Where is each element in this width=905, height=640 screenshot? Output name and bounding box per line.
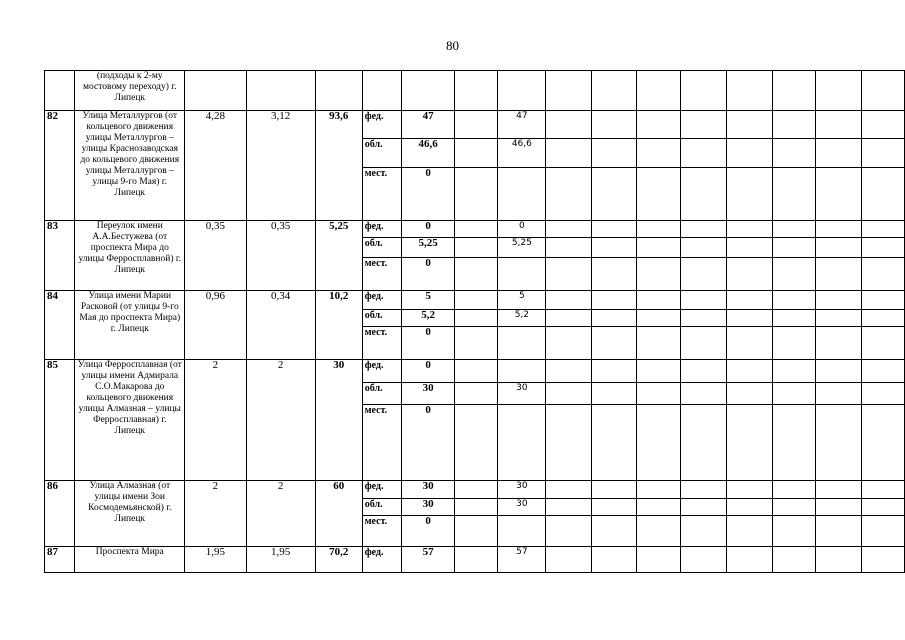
empty-cell xyxy=(591,405,636,481)
empty-cell xyxy=(681,547,726,573)
budget-level: фед. xyxy=(362,547,401,573)
length-value: 2 xyxy=(185,360,246,481)
empty-cell xyxy=(726,291,772,310)
budget-amount: 0 xyxy=(402,360,455,383)
empty-cell xyxy=(681,383,726,405)
empty-cell xyxy=(681,405,726,481)
length-value-2: 0,35 xyxy=(246,221,315,291)
empty-cell xyxy=(681,111,726,139)
empty-cell xyxy=(816,139,861,168)
empty-cell xyxy=(591,238,636,258)
empty-cell xyxy=(546,383,591,405)
empty-cell xyxy=(726,111,772,139)
empty-cell xyxy=(681,221,726,238)
empty-cell xyxy=(861,481,905,499)
empty-cell xyxy=(772,310,815,327)
table-row xyxy=(45,111,905,139)
empty-cell xyxy=(454,221,497,238)
row-number: 85 xyxy=(45,360,75,481)
empty-cell xyxy=(454,405,497,481)
road-financing-table xyxy=(44,70,905,573)
empty-cell xyxy=(861,360,905,383)
table-row xyxy=(45,221,905,238)
empty-cell xyxy=(636,291,680,310)
budget-level: обл. xyxy=(362,139,401,168)
budget-level: обл. xyxy=(362,499,401,516)
length-value xyxy=(185,71,246,111)
road-name: Улица Ферросплавная (от улицы имени Адмирала С.О.Макарова до кольцевого движения улицы Алмазная – улицы Ферросплавная) г. Липецк xyxy=(75,360,185,481)
empty-cell xyxy=(861,499,905,516)
length-value: 0,96 xyxy=(185,291,246,360)
empty-cell xyxy=(726,499,772,516)
empty-cell xyxy=(816,221,861,238)
budget-amount-2 xyxy=(498,405,546,481)
empty-cell xyxy=(816,258,861,291)
empty-cell xyxy=(546,71,591,111)
budget-level: фед. xyxy=(362,291,401,310)
empty-cell xyxy=(454,111,497,139)
row-number: 84 xyxy=(45,291,75,360)
empty-cell xyxy=(454,547,497,573)
empty-cell xyxy=(636,310,680,327)
empty-cell xyxy=(772,360,815,383)
empty-cell xyxy=(546,547,591,573)
empty-cell xyxy=(816,238,861,258)
empty-cell xyxy=(861,238,905,258)
empty-cell xyxy=(681,360,726,383)
budget-level: мест. xyxy=(362,516,401,547)
empty-cell xyxy=(591,71,636,111)
budget-amount-2: 30 xyxy=(498,383,546,405)
empty-cell xyxy=(636,481,680,499)
empty-cell xyxy=(772,481,815,499)
empty-cell xyxy=(636,516,680,547)
empty-cell xyxy=(454,481,497,499)
budget-level xyxy=(362,71,401,111)
empty-cell xyxy=(546,481,591,499)
empty-cell xyxy=(546,111,591,139)
total-amount: 70,2 xyxy=(315,547,362,573)
budget-amount: 30 xyxy=(402,383,455,405)
table-row xyxy=(45,547,905,573)
budget-amount-2 xyxy=(498,71,546,111)
empty-cell xyxy=(681,327,726,360)
length-value: 4,28 xyxy=(185,111,246,221)
empty-cell xyxy=(636,405,680,481)
budget-amount: 0 xyxy=(402,327,455,360)
empty-cell xyxy=(591,360,636,383)
length-value-2: 1,95 xyxy=(246,547,315,573)
total-amount: 60 xyxy=(315,481,362,547)
empty-cell xyxy=(772,221,815,238)
empty-cell xyxy=(772,111,815,139)
empty-cell xyxy=(636,139,680,168)
empty-cell xyxy=(546,258,591,291)
empty-cell xyxy=(772,71,815,111)
empty-cell xyxy=(816,291,861,310)
empty-cell xyxy=(772,258,815,291)
empty-cell xyxy=(816,71,861,111)
empty-cell xyxy=(681,71,726,111)
empty-cell xyxy=(681,310,726,327)
empty-cell xyxy=(772,291,815,310)
total-amount xyxy=(315,71,362,111)
empty-cell xyxy=(861,405,905,481)
empty-cell xyxy=(681,481,726,499)
length-value: 0,35 xyxy=(185,221,246,291)
budget-level: фед. xyxy=(362,360,401,383)
total-amount: 30 xyxy=(315,360,362,481)
budget-amount-2: 57 xyxy=(498,547,546,573)
budget-amount-2: 0 xyxy=(498,221,546,238)
empty-cell xyxy=(726,481,772,499)
empty-cell xyxy=(861,168,905,221)
budget-amount-2 xyxy=(498,168,546,221)
empty-cell xyxy=(726,310,772,327)
total-amount: 10,2 xyxy=(315,291,362,360)
empty-cell xyxy=(591,221,636,238)
total-amount: 93,6 xyxy=(315,111,362,221)
empty-cell xyxy=(546,405,591,481)
empty-cell xyxy=(861,291,905,310)
empty-cell xyxy=(681,291,726,310)
empty-cell xyxy=(772,405,815,481)
empty-cell xyxy=(636,258,680,291)
empty-cell xyxy=(861,221,905,238)
budget-amount-2: 5,2 xyxy=(498,310,546,327)
empty-cell xyxy=(636,499,680,516)
empty-cell xyxy=(546,499,591,516)
empty-cell xyxy=(816,383,861,405)
empty-cell xyxy=(861,516,905,547)
empty-cell xyxy=(546,327,591,360)
empty-cell xyxy=(591,547,636,573)
budget-level: фед. xyxy=(362,481,401,499)
empty-cell xyxy=(681,168,726,221)
empty-cell xyxy=(726,258,772,291)
empty-cell xyxy=(591,139,636,168)
empty-cell xyxy=(772,499,815,516)
empty-cell xyxy=(816,499,861,516)
empty-cell xyxy=(454,291,497,310)
empty-cell xyxy=(726,238,772,258)
empty-cell xyxy=(591,310,636,327)
length-value-2: 2 xyxy=(246,360,315,481)
budget-amount: 57 xyxy=(402,547,455,573)
budget-amount: 30 xyxy=(402,499,455,516)
budget-amount: 5 xyxy=(402,291,455,310)
road-name: Переулок имени А.А.Бестужева (от проспекта Мира до улицы Ферросплавной) г. Липецк xyxy=(75,221,185,291)
budget-amount-2 xyxy=(498,360,546,383)
budget-amount-2 xyxy=(498,258,546,291)
total-amount: 5,25 xyxy=(315,221,362,291)
budget-amount: 0 xyxy=(402,221,455,238)
empty-cell xyxy=(591,168,636,221)
empty-cell xyxy=(591,258,636,291)
empty-cell xyxy=(454,71,497,111)
empty-cell xyxy=(726,168,772,221)
budget-amount-2: 30 xyxy=(498,481,546,499)
empty-cell xyxy=(591,516,636,547)
budget-level: фед. xyxy=(362,221,401,238)
empty-cell xyxy=(772,547,815,573)
empty-cell xyxy=(546,168,591,221)
empty-cell xyxy=(726,405,772,481)
empty-cell xyxy=(816,516,861,547)
empty-cell xyxy=(546,310,591,327)
budget-amount: 0 xyxy=(402,405,455,481)
empty-cell xyxy=(861,71,905,111)
empty-cell xyxy=(546,139,591,168)
budget-amount-2: 46,6 xyxy=(498,139,546,168)
empty-cell xyxy=(816,327,861,360)
empty-cell xyxy=(454,327,497,360)
empty-cell xyxy=(636,111,680,139)
budget-amount-2 xyxy=(498,327,546,360)
row-number xyxy=(45,71,75,111)
empty-cell xyxy=(591,291,636,310)
empty-cell xyxy=(591,499,636,516)
empty-cell xyxy=(636,238,680,258)
empty-cell xyxy=(816,310,861,327)
road-name: (подходы к 2-му мостовому переходу) г. Липецк xyxy=(75,71,185,111)
empty-cell xyxy=(772,516,815,547)
empty-cell xyxy=(454,238,497,258)
budget-level: мест. xyxy=(362,168,401,221)
row-number: 86 xyxy=(45,481,75,547)
length-value: 1,95 xyxy=(185,547,246,573)
empty-cell xyxy=(591,383,636,405)
empty-cell xyxy=(636,360,680,383)
page-number: 80 xyxy=(446,38,459,53)
empty-cell xyxy=(816,168,861,221)
empty-cell xyxy=(636,71,680,111)
budget-level: фед. xyxy=(362,111,401,139)
row-number: 87 xyxy=(45,547,75,573)
empty-cell xyxy=(772,383,815,405)
empty-cell xyxy=(546,238,591,258)
empty-cell xyxy=(636,547,680,573)
empty-cell xyxy=(726,360,772,383)
empty-cell xyxy=(726,71,772,111)
empty-cell xyxy=(591,111,636,139)
empty-cell xyxy=(861,111,905,139)
empty-cell xyxy=(546,221,591,238)
empty-cell xyxy=(681,139,726,168)
empty-cell xyxy=(546,291,591,310)
empty-cell xyxy=(681,516,726,547)
table-row xyxy=(45,71,905,111)
length-value-2 xyxy=(246,71,315,111)
budget-amount: 47 xyxy=(402,111,455,139)
length-value-2: 0,34 xyxy=(246,291,315,360)
empty-cell xyxy=(454,139,497,168)
empty-cell xyxy=(861,258,905,291)
road-name: Улица имени Марии Расковой (от улицы 9-го Мая до проспекта Мира) г. Липецк xyxy=(75,291,185,360)
empty-cell xyxy=(772,327,815,360)
empty-cell xyxy=(816,405,861,481)
empty-cell xyxy=(454,383,497,405)
budget-amount-2: 30 xyxy=(498,499,546,516)
budget-level: обл. xyxy=(362,310,401,327)
budget-amount: 5,25 xyxy=(402,238,455,258)
empty-cell xyxy=(454,310,497,327)
empty-cell xyxy=(816,111,861,139)
empty-cell xyxy=(772,238,815,258)
table-row xyxy=(45,360,905,383)
empty-cell xyxy=(546,516,591,547)
budget-amount xyxy=(402,71,455,111)
length-value-2: 3,12 xyxy=(246,111,315,221)
budget-amount: 46,6 xyxy=(402,139,455,168)
empty-cell xyxy=(816,481,861,499)
budget-amount: 0 xyxy=(402,516,455,547)
empty-cell xyxy=(861,310,905,327)
empty-cell xyxy=(816,547,861,573)
empty-cell xyxy=(591,481,636,499)
budget-amount-2: 5,25 xyxy=(498,238,546,258)
road-name: Улица Алмазная (от улицы имени Зои Космодемьянской) г. Липецк xyxy=(75,481,185,547)
empty-cell xyxy=(816,360,861,383)
empty-cell xyxy=(681,499,726,516)
budget-amount-2: 47 xyxy=(498,111,546,139)
empty-cell xyxy=(636,221,680,238)
empty-cell xyxy=(772,168,815,221)
table-row xyxy=(45,481,905,499)
budget-amount: 0 xyxy=(402,168,455,221)
empty-cell xyxy=(636,168,680,221)
empty-cell xyxy=(861,139,905,168)
empty-cell xyxy=(861,383,905,405)
empty-cell xyxy=(546,360,591,383)
empty-cell xyxy=(454,360,497,383)
empty-cell xyxy=(726,516,772,547)
budget-level: мест. xyxy=(362,405,401,481)
road-name: Проспекта Мира xyxy=(75,547,185,573)
length-value-2: 2 xyxy=(246,481,315,547)
empty-cell xyxy=(454,168,497,221)
budget-amount: 0 xyxy=(402,258,455,291)
empty-cell xyxy=(861,327,905,360)
empty-cell xyxy=(726,221,772,238)
row-number: 83 xyxy=(45,221,75,291)
budget-amount-2: 5 xyxy=(498,291,546,310)
empty-cell xyxy=(861,547,905,573)
empty-cell xyxy=(681,258,726,291)
empty-cell xyxy=(726,139,772,168)
empty-cell xyxy=(591,327,636,360)
budget-amount-2 xyxy=(498,516,546,547)
row-number: 82 xyxy=(45,111,75,221)
budget-level: обл. xyxy=(362,383,401,405)
empty-cell xyxy=(726,547,772,573)
budget-level: обл. xyxy=(362,238,401,258)
table-row xyxy=(45,291,905,310)
road-name: Улица Металлургов (от кольцевого движения улицы Металлургов – улицы Краснозаводская до кольцевого движения улицы Металлургов – улицы 9-го Мая) г. Липецк xyxy=(75,111,185,221)
budget-amount: 30 xyxy=(402,481,455,499)
empty-cell xyxy=(726,327,772,360)
empty-cell xyxy=(681,238,726,258)
empty-cell xyxy=(454,258,497,291)
budget-level: мест. xyxy=(362,327,401,360)
empty-cell xyxy=(454,499,497,516)
empty-cell xyxy=(636,383,680,405)
budget-level: мест. xyxy=(362,258,401,291)
empty-cell xyxy=(726,383,772,405)
length-value: 2 xyxy=(185,481,246,547)
empty-cell xyxy=(772,139,815,168)
budget-amount: 5,2 xyxy=(402,310,455,327)
empty-cell xyxy=(454,516,497,547)
empty-cell xyxy=(636,327,680,360)
